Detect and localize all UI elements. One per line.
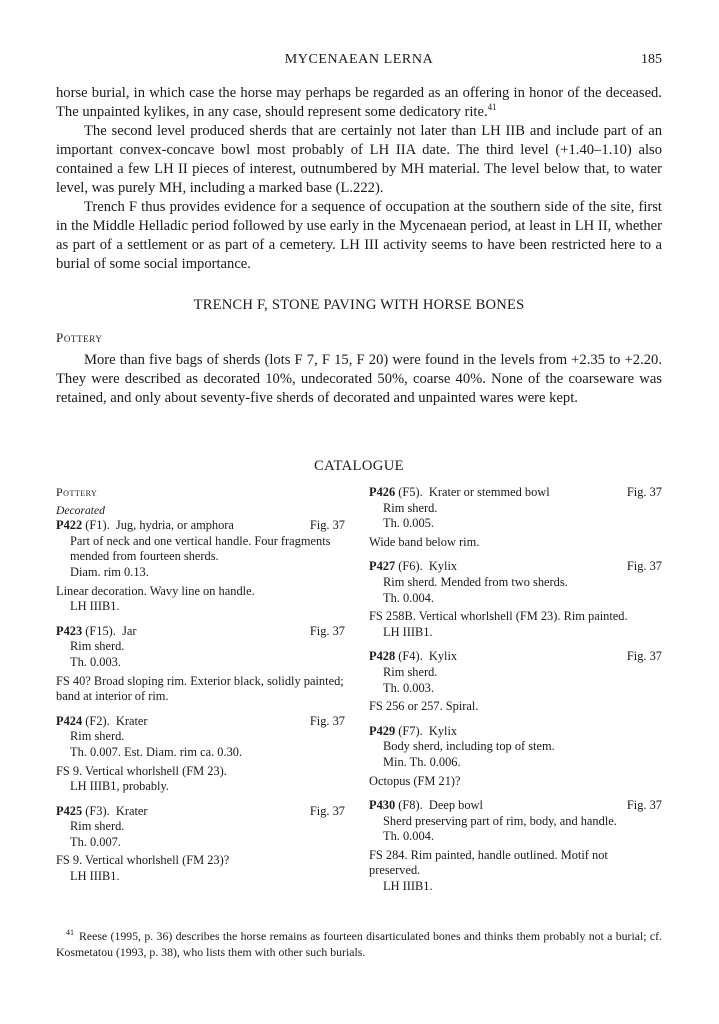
figure-reference[interactable]: Fig. 37	[309, 518, 345, 533]
entry-description: Krater or stemmed bowl	[428, 485, 550, 499]
entry-header	[369, 485, 662, 501]
figure-reference[interactable]: Fig. 37	[309, 623, 345, 638]
entry-description: Krater	[115, 713, 148, 728]
entry-number: P428	[369, 649, 396, 664]
footnote-reference[interactable]: 41	[487, 102, 497, 112]
entry-detail: Sherd preserving part of rim, body, and handle.	[383, 813, 617, 828]
entry-number: P424	[56, 713, 83, 728]
entry-header	[56, 624, 345, 640]
entry-header	[369, 649, 662, 665]
catalogue-entry	[369, 559, 662, 640]
body-paragraph: Trench F thus provides evidence for a sequence of occupation at the southern side of the site, first in the Middle Helladic period followed by use early in the Mycenaean period, at least in LH II, whether as part of a settlement or as part of a cemetery. LH III activity seems to have been restricted here to a burial of some social importance.	[56, 199, 662, 272]
catalogue-column-right	[369, 485, 662, 904]
entry-location: (F3).	[85, 803, 110, 818]
figure-reference[interactable]: Fig. 37	[309, 803, 345, 818]
figure-reference[interactable]: Fig. 37	[626, 559, 662, 574]
body-paragraph: The second level produced sherds that are certainly not later than LH IIB and include part of an important convex-concave bowl most probably of LH IIA date. The third level (+1.40–1.10) also contained a few LH II pieces of interest, outnumbered by MH material. The level below that, to water level, was purely MH, including a marked base (L.222).	[56, 123, 662, 196]
entry-detail: Diam. rim 0.13.	[70, 564, 149, 579]
entry-description: Jug, hydria, or amphora	[115, 518, 234, 533]
entry-header	[56, 804, 345, 820]
catalogue-entry	[56, 518, 345, 615]
entry-date: LH IIIB1.	[70, 599, 120, 614]
figure-reference[interactable]: Fig. 37	[626, 649, 662, 664]
figure-reference[interactable]: Fig. 37	[626, 798, 662, 813]
figure-reference[interactable]: Fig. 37	[309, 713, 345, 728]
entry-number: P429	[369, 723, 396, 738]
entry-description: Kylix	[428, 649, 458, 664]
catalogue-category: Decorated	[56, 503, 105, 517]
entry-detail: Part of neck and one vertical handle. Four fragments mended from fourteen sherds.	[70, 533, 331, 564]
footnote-text: Reese (1995, p. 36) describes the horse remains as fourteen disarticulated bones and thinks them probably not a burial; cf. Kosmetatou (1993, p. 38), who lists them with other such burials.	[56, 929, 662, 959]
entry-location: (F15).	[85, 623, 116, 638]
entry-number: P425	[56, 803, 83, 818]
entry-description: Jar	[122, 623, 137, 638]
footnote	[56, 928, 662, 960]
entry-note: Linear decoration. Wavy line on handle.	[56, 583, 255, 598]
entry-note: FS 9. Vertical whorlshell (FM 23).	[56, 763, 227, 778]
catalogue-entry	[56, 624, 345, 705]
entry-detail: Th. 0.003.	[383, 680, 434, 695]
entry-date: LH IIIB1.	[383, 624, 433, 639]
entry-detail: Th. 0.007.	[70, 834, 121, 849]
entry-detail: Th. 0.003.	[70, 654, 121, 669]
entry-description: Kylix	[428, 723, 458, 738]
entry-number: P426	[369, 485, 396, 499]
entry-detail: Rim sherd.	[70, 639, 125, 654]
catalogue-entry	[56, 714, 345, 795]
catalogue-entry	[369, 485, 662, 550]
entry-note: FS 9. Vertical whorlshell (FM 23)?	[56, 853, 230, 868]
footnote-marker: 41	[66, 928, 74, 937]
entry-detail: Rim sherd.	[70, 819, 125, 834]
entry-detail: Rim sherd.	[383, 500, 438, 515]
body-paragraph: horse burial, in which case the horse may perhaps be regarded as an offering in honor of the deceased. The unpainted kylikes, in any case, should represent some dedicatory rite.$^{41}$	[56, 85, 662, 120]
entry-date: LH IIIB1.	[70, 869, 120, 884]
entry-detail: Th. 0.004.	[383, 590, 434, 605]
catalogue-entry	[56, 804, 345, 885]
catalogue-entry	[369, 649, 662, 714]
entry-detail: Th. 0.007. Est. Diam. rim ca. 0.30.	[70, 744, 243, 759]
entry-note: Octopus (FM 21)?	[369, 773, 461, 788]
entry-detail: Th. 0.005.	[383, 516, 434, 531]
entry-location: (F4).	[398, 649, 423, 664]
catalogue-column-left	[56, 485, 345, 894]
entry-detail: Rim sherd. Mended from two sherds.	[383, 574, 568, 589]
entry-note: FS 284. Rim painted, handle outlined. Motif not preserved.	[369, 847, 608, 878]
running-header	[56, 52, 662, 72]
entry-detail: Body sherd, including top of stem.	[383, 739, 555, 754]
entry-header	[56, 714, 345, 730]
entry-header	[369, 798, 662, 814]
entry-note: Wide band below rim.	[369, 534, 480, 549]
catalogue-heading: CATALOGUE	[314, 458, 404, 474]
page-number: 185	[641, 52, 662, 67]
pottery-text	[56, 351, 662, 408]
entry-number: P423	[56, 623, 83, 638]
catalogue-subhead: Pottery	[56, 485, 98, 499]
body-text	[56, 84, 662, 274]
catalogue-entry	[369, 798, 662, 895]
entry-detail: Min. Th. 0.006.	[383, 754, 461, 769]
entry-note: FS 256 or 257. Spiral.	[369, 699, 479, 714]
pottery-paragraph: More than five bags of sherds (lots F 7, F 15, F 20) were found in the levels from +2.35 to +2.20. They were described as decorated 10%, undecorated 50%, coarse 40%. None of the coarseware was retained, and only about seventy-five sherds of decorated and unpainted wares were kept.	[56, 352, 662, 406]
entry-note: FS 258B. Vertical whorlshell (FM 23). Rim painted.	[369, 609, 628, 624]
entry-location: (F2).	[85, 713, 110, 728]
entry-date: LH IIIB1.	[383, 879, 433, 894]
entry-description: Krater	[115, 803, 148, 818]
entry-detail: Rim sherd.	[70, 729, 125, 744]
entry-location: (F7).	[398, 723, 423, 738]
section-heading: TRENCH F, STONE PAVING WITH HORSE BONES	[193, 297, 525, 313]
entry-header	[369, 724, 662, 740]
entry-location: (F1).	[85, 518, 110, 533]
entry-description: Kylix	[428, 559, 458, 574]
entry-detail: Th. 0.004.	[383, 829, 434, 844]
entry-note: FS 40? Broad sloping rim. Exterior black, solidly painted; band at interior of rim.	[56, 673, 344, 704]
pottery-subhead: Pottery	[56, 330, 103, 345]
entry-header	[56, 518, 345, 534]
entry-date: LH IIIB1, probably.	[70, 779, 169, 794]
entry-location: (F8).	[398, 798, 423, 813]
entry-number: P422	[56, 518, 83, 533]
entry-location: (F6).	[398, 559, 423, 574]
entry-header	[369, 559, 662, 575]
entry-number: P427	[369, 559, 396, 574]
entry-description: Deep bowl	[428, 798, 483, 813]
running-title: MYCENAEAN LERNA	[284, 52, 434, 67]
entry-location: (F5).	[398, 485, 423, 499]
catalogue-entry	[369, 724, 662, 789]
entry-detail: Rim sherd.	[383, 664, 438, 679]
entry-number: P430	[369, 798, 396, 813]
figure-reference[interactable]: Fig. 37	[626, 485, 662, 499]
